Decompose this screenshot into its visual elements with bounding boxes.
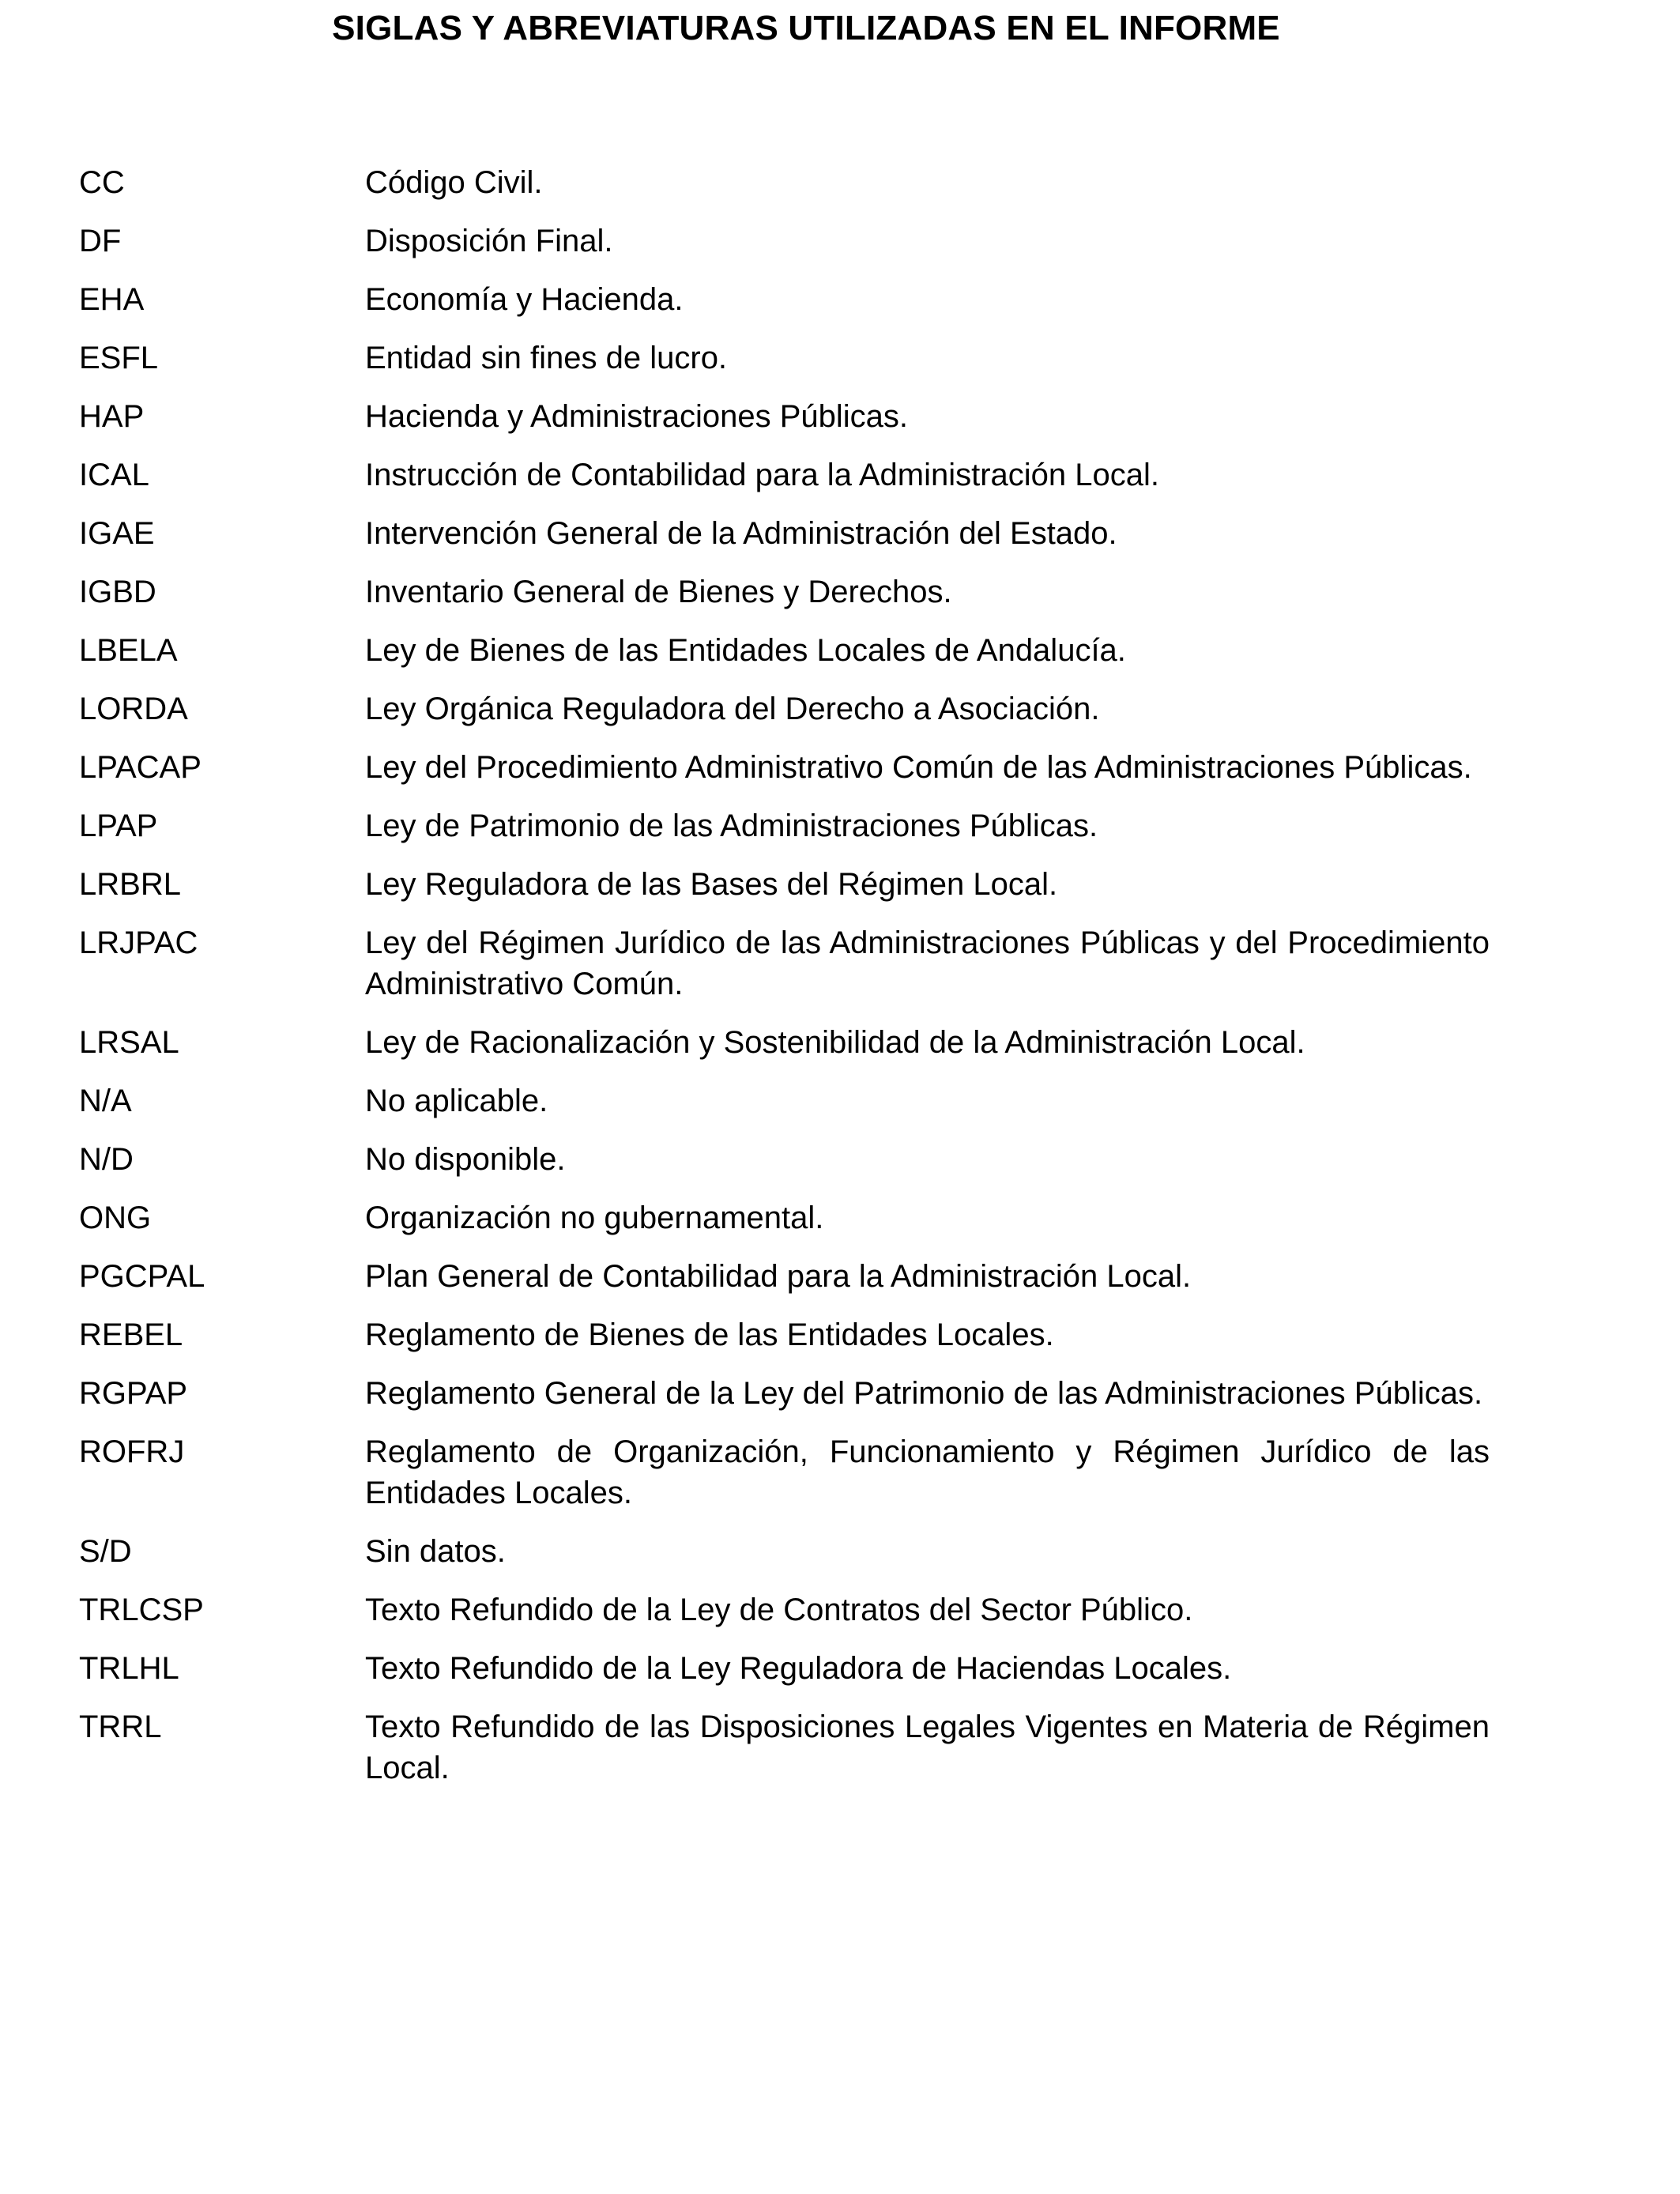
abbreviation-description: No aplicable. — [365, 1084, 548, 1118]
abbreviation-row — [79, 1314, 1490, 1355]
abbreviation-code: CC — [79, 165, 125, 200]
abbreviation-code: LORDA — [79, 692, 188, 726]
abbreviation-description: Entidad sin fines de lucro. — [365, 341, 728, 375]
abbreviation-code: ICAL — [79, 458, 149, 492]
abbreviation-row — [79, 747, 1490, 788]
abbreviation-code: IGAE — [79, 516, 155, 551]
abbreviation-code: LRSAL — [79, 1025, 179, 1060]
abbreviation-row — [79, 571, 1490, 613]
abbreviation-code: DF — [79, 224, 122, 258]
abbreviation-row — [79, 688, 1490, 729]
abbreviation-code: LRBRL — [79, 867, 181, 902]
abbreviation-description: No disponible. — [365, 1142, 566, 1177]
abbreviation-row — [79, 337, 1490, 379]
abbreviation-description: Disposición Final. — [365, 224, 613, 258]
abbreviation-description: Reglamento de Bienes de las Entidades Locales. — [365, 1318, 1054, 1352]
abbreviation-description: Ley del Régimen Jurídico de las Administraciones Públicas y del Procedimiento Administrativo Común. — [365, 925, 1490, 1001]
abbreviation-row — [79, 279, 1490, 320]
abbreviation-row — [79, 630, 1490, 671]
abbreviation-row — [79, 864, 1490, 905]
abbreviation-description: Reglamento General de la Ley del Patrimonio de las Administraciones Públicas. — [365, 1376, 1483, 1411]
abbreviation-description: Reglamento de Organización, Funcionamiento y Régimen Jurídico de las Entidades Locales. — [365, 1434, 1490, 1510]
abbreviation-description: Intervención General de la Administración del Estado. — [365, 516, 1117, 551]
abbreviation-description: Ley de Racionalización y Sostenibilidad de la Administración Local. — [365, 1025, 1305, 1060]
abbreviation-code: PGCPAL — [79, 1259, 205, 1294]
abbreviation-description: Sin datos. — [365, 1534, 506, 1569]
abbreviation-code: ESFL — [79, 341, 159, 375]
abbreviation-description: Código Civil. — [365, 165, 543, 200]
abbreviation-code: S/D — [79, 1534, 132, 1569]
abbreviation-description: Ley de Bienes de las Entidades Locales de Andalucía. — [365, 633, 1126, 668]
abbreviation-code: TRRL — [79, 1710, 162, 1744]
abbreviation-row — [79, 1139, 1490, 1180]
abbreviation-code: LPACAP — [79, 750, 202, 785]
abbreviation-code: N/A — [79, 1084, 132, 1118]
abbreviation-row — [79, 1022, 1490, 1063]
abbreviation-code: IGBD — [79, 575, 156, 609]
abbreviation-description: Texto Refundido de las Disposiciones Legales Vigentes en Materia de Régimen Local. — [365, 1710, 1490, 1785]
abbreviation-row — [79, 1080, 1490, 1122]
abbreviation-description: Texto Refundido de la Ley de Contratos del Sector Público. — [365, 1593, 1193, 1627]
abbreviation-row — [79, 513, 1490, 554]
abbreviation-code: ONG — [79, 1201, 152, 1235]
abbreviation-code: EHA — [79, 282, 145, 317]
abbreviation-description: Ley de Patrimonio de las Administraciones Públicas. — [365, 809, 1098, 843]
abbreviation-description: Texto Refundido de la Ley Reguladora de Haciendas Locales. — [365, 1651, 1232, 1686]
abbreviation-description: Economía y Hacienda. — [365, 282, 684, 317]
abbreviation-row — [79, 396, 1490, 437]
abbreviation-description: Ley Orgánica Reguladora del Derecho a Asociación. — [365, 692, 1100, 726]
abbreviation-row — [79, 1197, 1490, 1238]
abbreviation-code: REBEL — [79, 1318, 183, 1352]
abbreviation-row — [79, 805, 1490, 846]
abbreviation-row — [79, 922, 1490, 1005]
abbreviation-description: Plan General de Contabilidad para la Administración Local. — [365, 1259, 1192, 1294]
abbreviation-code: HAP — [79, 399, 145, 434]
abbreviation-row — [79, 221, 1490, 262]
abbreviation-row — [79, 454, 1490, 496]
abbreviation-list — [79, 162, 1490, 1806]
abbreviation-code: TRLHL — [79, 1651, 179, 1686]
abbreviation-code: ROFRJ — [79, 1434, 185, 1469]
abbreviation-description: Instrucción de Contabilidad para la Administración Local. — [365, 458, 1160, 492]
abbreviation-row — [79, 1648, 1490, 1689]
abbreviation-code: RGPAP — [79, 1376, 188, 1411]
abbreviation-description: Inventario General de Bienes y Derechos. — [365, 575, 952, 609]
abbreviation-row — [79, 1706, 1490, 1789]
abbreviation-code: LPAP — [79, 809, 158, 843]
abbreviation-row — [79, 1531, 1490, 1572]
abbreviation-row — [79, 1256, 1490, 1297]
abbreviation-row — [79, 162, 1490, 203]
abbreviation-description: Ley del Procedimiento Administrativo Común de las Administraciones Públicas. — [365, 750, 1472, 785]
page-title: SIGLAS Y ABREVIATURAS UTILIZADAS EN EL INFORME — [332, 9, 1280, 47]
abbreviation-description: Organización no gubernamental. — [365, 1201, 824, 1235]
abbreviation-description: Ley Reguladora de las Bases del Régimen Local. — [365, 867, 1058, 902]
abbreviation-code: LBELA — [79, 633, 178, 668]
abbreviation-code: N/D — [79, 1142, 134, 1177]
abbreviation-code: LRJPAC — [79, 925, 198, 960]
abbreviation-row — [79, 1589, 1490, 1630]
abbreviation-code: TRLCSP — [79, 1593, 204, 1627]
abbreviation-description: Hacienda y Administraciones Públicas. — [365, 399, 909, 434]
abbreviation-row — [79, 1431, 1490, 1514]
abbreviation-row — [79, 1373, 1490, 1414]
